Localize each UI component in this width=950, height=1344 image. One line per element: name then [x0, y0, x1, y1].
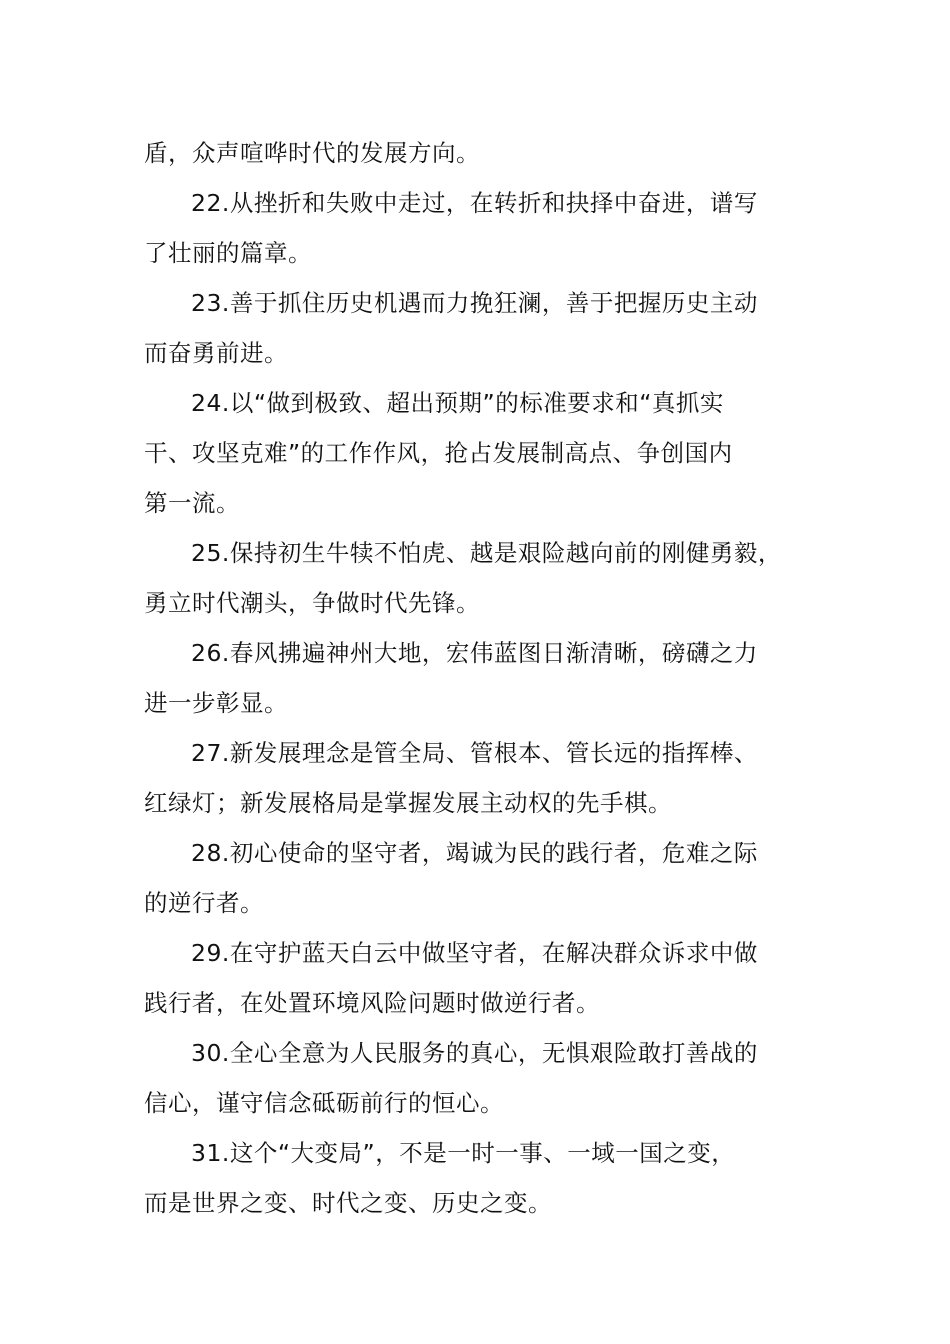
text-line: 23.善于抓住历史机遇而力挽狂澜，善于把握历史主动 [191, 289, 758, 317]
text-line: 了壮丽的篇章。 [144, 239, 312, 267]
text-line: 而是世界之变、时代之变、历史之变。 [144, 1189, 552, 1217]
paragraph-24 [144, 378, 814, 528]
paragraph-25 [144, 528, 814, 628]
paragraph-26 [144, 628, 814, 728]
text-line: 践行者，在处置环境风险问题时做逆行者。 [144, 989, 600, 1017]
text-line: 24.以“做到极致、超出预期”的标准要求和“真抓实 [191, 389, 724, 417]
paragraph-29 [144, 928, 814, 1028]
text-line: 而奋勇前进。 [144, 339, 288, 367]
text-line: 28.初心使命的坚守者，竭诚为民的践行者，危难之际 [191, 839, 758, 867]
paragraph-23 [144, 278, 814, 378]
document-body [144, 128, 814, 1228]
text-line: 26.春风拂遍神州大地，宏伟蓝图日渐清晰，磅礴之力 [191, 639, 758, 667]
text-line: 进一步彰显。 [144, 689, 288, 717]
paragraph-22 [144, 178, 814, 278]
paragraph-continuation [144, 128, 814, 178]
text-line: 的逆行者。 [144, 889, 264, 917]
paragraph-27 [144, 728, 814, 828]
text-line: 31.这个“大变局”，不是一时一事、一域一国之变， [191, 1139, 736, 1167]
text-line: 27.新发展理念是管全局、管根本、管长远的指挥棒、 [191, 739, 758, 767]
text-line: 22.从挫折和失败中走过，在转折和抉择中奋进，谱写 [191, 189, 758, 217]
text-line: 红绿灯；新发展格局是掌握发展主动权的先手棋。 [144, 789, 672, 817]
text-line: 勇立时代潮头，争做时代先锋。 [144, 589, 480, 617]
text-line: 30.全心全意为人民服务的真心，无惧艰险敢打善战的 [191, 1039, 758, 1067]
text-line: 29.在守护蓝天白云中做坚守者，在解决群众诉求中做 [191, 939, 758, 967]
text-line: 干、攻坚克难”的工作作风，抢占发展制高点、争创国内 [144, 439, 733, 467]
text-line: 信心，谨守信念砥砺前行的恒心。 [144, 1089, 504, 1117]
paragraph-28 [144, 828, 814, 928]
text-line: 盾，众声喧哗时代的发展方向。 [144, 139, 480, 167]
paragraph-30 [144, 1028, 814, 1128]
paragraph-31 [144, 1128, 814, 1228]
text-line: 第一流。 [144, 489, 240, 517]
text-line: 25.保持初生牛犊不怕虎、越是艰险越向前的刚健勇毅， [191, 539, 782, 567]
